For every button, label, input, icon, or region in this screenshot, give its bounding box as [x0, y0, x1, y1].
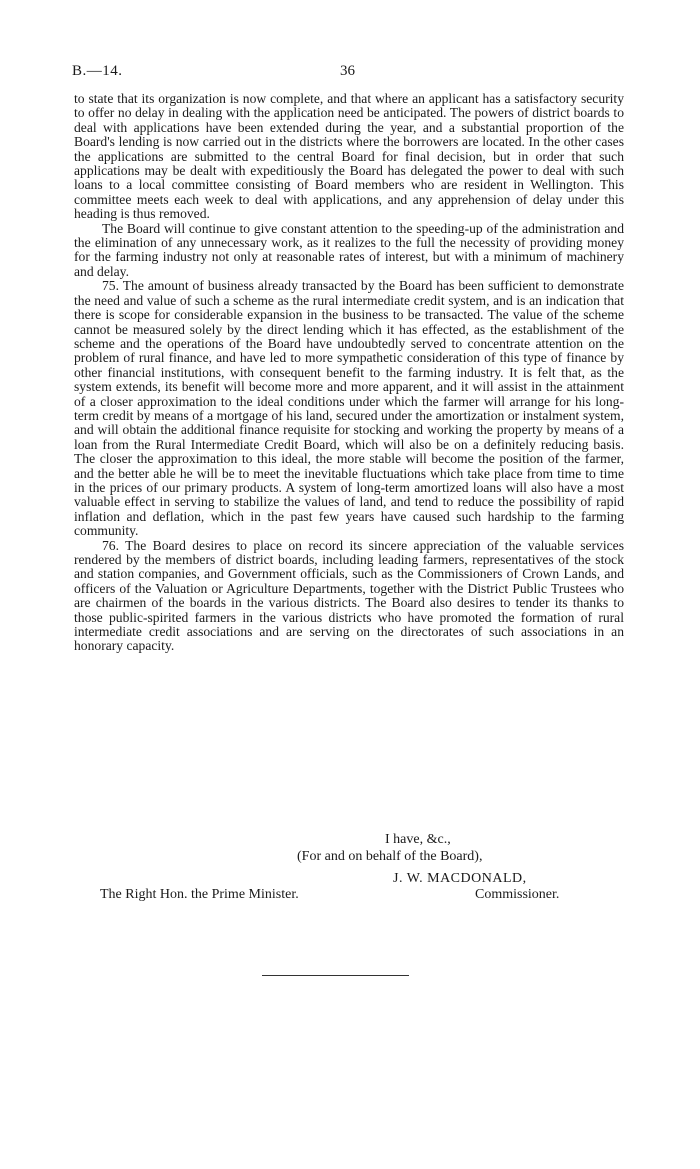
page-number: 36 — [340, 63, 355, 79]
document-reference: B.—14. — [72, 63, 123, 79]
signatory-name: J. W. MACDONALD, — [393, 871, 527, 886]
signatory-title: Commissioner. — [475, 887, 560, 902]
paragraph-75: 75. The amount of business already transacted by the Board has been sufficient to demonstrate the need and value of such a scheme as the rural intermediate credit system, and is an indication that there is scope for considerable expansion in the business to be transacted. The value of the scheme cannot be measured solely by the direct lending which it has effected, as the establishment of the scheme and the operations of the Board have undoubtedly served to concentrate attention on the problem of rural finance, and have led to more sympathetic consideration of this type of finance by other financial institutions, with consequent benefit to the farming industry. It is felt that, as the system extends, its benefit will become more and more apparent, and it will assist in the attainment of a closer approximation to the ideal conditions under which the farmer will arrange for his long-term credit by means of a mortgage of his land, secured under the amortization or instalment system, and will obtain the additional finance requisite for stocking and working the property by means of a loan from the Rural Intermediate Credit Board, which will also be on a definitely reducing basis. The closer the approximation to this ideal, the more stable will become the position of the farmer, and the better able he will be to meet the inevitable fluctuations which take place from time to time in the prices of our primary products. A system of long-term amortized loans will also have a most valuable effect in serving to stabilize the values of land, and tend to reduce the possibility of rapid inflation and deflation, which in the past few years have caused such hardship to the farming community. — [74, 278, 624, 539]
paragraph-76: 76. The Board desires to place on record its sincere appreciation of the valuable services rendered by the members of district boards, including leading farmers, representatives of the stock and station companies, and Government officials, such as the Commissioners of Crown Lands, and officers of the Valuation or Agriculture Departments, together with the District Public Trustees who are chairmen of the boards in the various districts. The Board also desires to tender its thanks to those public-spirited farmers in the various districts who have promoted the formation of rural intermediate credit associations and are serving on the directorates of such associations in an honorary capacity. — [74, 537, 624, 654]
closing-salutation: I have, &c., — [385, 832, 451, 847]
body-text — [74, 92, 624, 654]
paragraph-continuation: to state that its organization is now complete, and that where an applicant has a satisfactory security to offer no delay in dealing with the application need be anticipated. The powers of district boards to deal with applications have been extended during the year, and a substantial proportion of the Board's lending is now carried out in the districts where the borrowers are located. In the other cases the applications are submitted to the central Board for final decision, but in order that such applications may be dealt with expeditiously the Board has delegated the power to deal with such loans to a local committee consisting of Board members who are resident in Wellington. This committee meets each week to deal with applications, and any apprehension of delay under this heading is thus removed. — [74, 91, 624, 222]
closing-divider — [262, 975, 409, 976]
closing-on-behalf: (For and on behalf of the Board), — [297, 849, 483, 864]
paragraph-board-attention: The Board will continue to give constant attention to the speeding-up of the administration and the elimination of any unnecessary work, as it realizes to the full the necessity of providing money for the farming industry not only at reasonable rates of interest, but with a minimum of machinery and delay. — [74, 220, 624, 279]
addressee: The Right Hon. the Prime Minister. — [100, 887, 299, 902]
